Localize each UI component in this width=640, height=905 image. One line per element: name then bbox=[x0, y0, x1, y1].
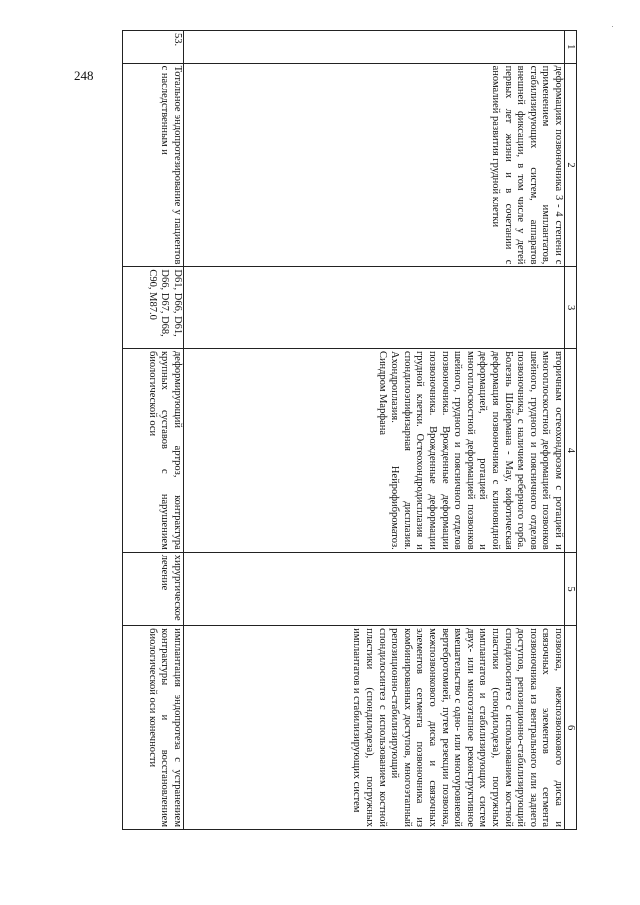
cell-treatment-method: позвонка, межпозвонкового диска и связочных элементов сегмента позвоночника из вентрального или заднего доступов, репозиционно-стабилизирующий спондилосинтез с использованием костной пластики (спондилодеза), погружных имплантатов и стабилизирующих систем двух- или многоэтапное реконструктивное вмешательство с одно- или многоуровневой вертебротомией, путем резекции позвонка, межпозвонкового диска и связочных элементов сегмента позвоночника из комбинированных доступов, многоэтапный репозиционно-стабилизирующий спондилосинтез с использованием костной пластики (спондилодеза), погружных имплантатов и стабилизирующих систем bbox=[184, 626, 565, 830]
page-number: 248 bbox=[74, 68, 94, 83]
cell-patient-model: вторичным остеохондрозом с ротацией и многоплоскостной деформацией позвонков шейного, грудного и поясничного отделов позвоночника, с наличием реберного горба. Болезнь Шойермана - May, кифотическая деформация позвоночника с клиновидной деформацией, ротацией и многоплоскостной деформацией позвонков шейного, грудного и поясничного отделов позвоночника. Врожденные деформации позвоночника. Врожденные деформации грудной клетки. Остеохондродисплазия и спондилоэпифизарная дисплазия. Ахондроплазия. Нейрофиброматоз. Синдром Марфана bbox=[184, 348, 565, 552]
header-col-1: 1 bbox=[565, 31, 577, 64]
cell-treatment-type bbox=[184, 552, 565, 625]
cell-patient-model: деформирующий артроз, контрактура крупных суставов с нарушением биологической оси bbox=[123, 348, 184, 552]
cell-intervention-name: деформациях позвоночника 3 - 4 степени с применением имплантатов, стабилизирующих систем, аппаратов внешней фиксации, в том числе у детей первых лет жизни и в сочетании с аномалией развития грудной клетки bbox=[184, 63, 565, 267]
header-col-3: 3 bbox=[565, 267, 577, 349]
header-col-6: 6 bbox=[565, 626, 577, 830]
header-col-5: 5 bbox=[565, 552, 577, 625]
header-col-2: 2 bbox=[565, 63, 577, 267]
header-col-4: 4 bbox=[565, 348, 577, 552]
cell-treatment-type: хирургическое лечение bbox=[123, 552, 184, 625]
table-row bbox=[184, 31, 565, 830]
cell-intervention-name: Тотальное эндопротезирование у пациентов с наследственным и bbox=[123, 63, 184, 267]
cell-number bbox=[184, 31, 565, 64]
table-row bbox=[123, 31, 184, 830]
cell-treatment-method: имплантация эндопротеза с устранением контрактуры и восстановлением биологической оси конечности bbox=[123, 626, 184, 830]
table-header-row bbox=[565, 31, 577, 830]
scan-artifact bbox=[612, 26, 613, 27]
cell-number: 53. bbox=[123, 31, 184, 64]
cell-icd-codes: D61, D66, D61, D66, D67, D68, C90, M87.0 bbox=[123, 267, 184, 349]
document-table bbox=[122, 30, 577, 830]
cell-icd-codes bbox=[184, 267, 565, 349]
